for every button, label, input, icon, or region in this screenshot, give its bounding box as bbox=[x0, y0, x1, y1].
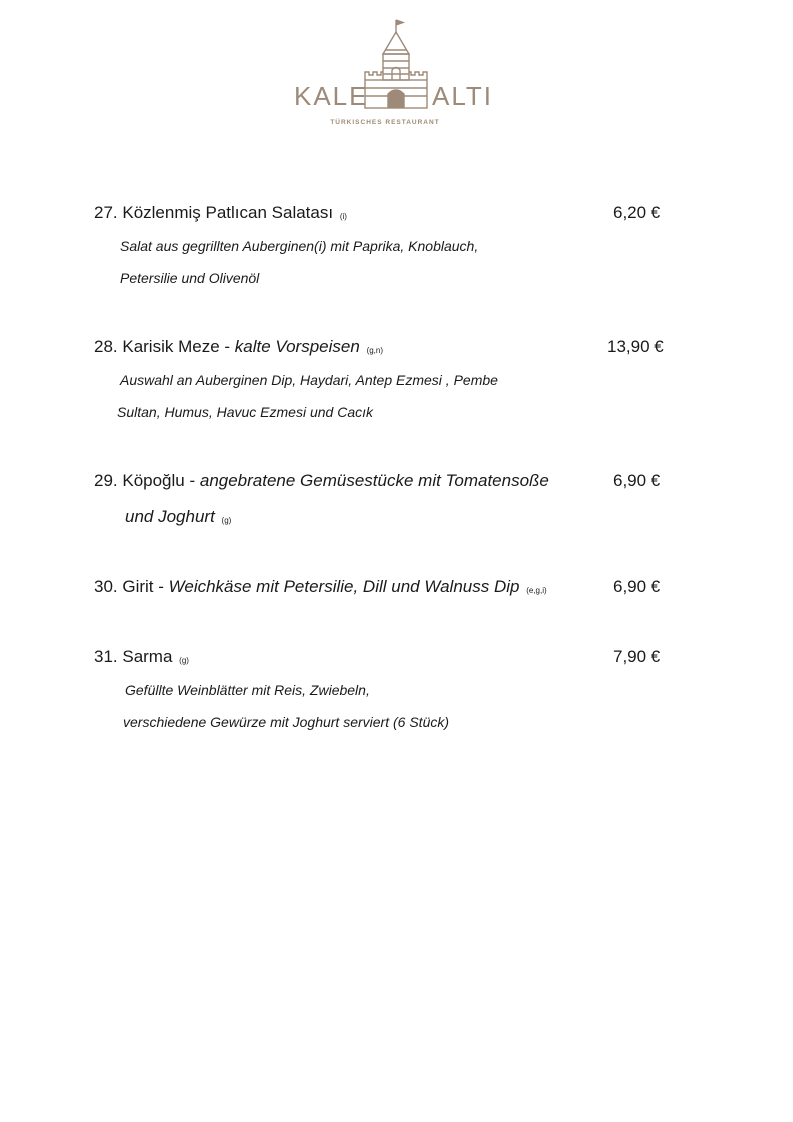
allergen-note: (i) bbox=[339, 212, 347, 221]
svg-text:TÜRKISCHES RESTAURANT: TÜRKISCHES RESTAURANT bbox=[330, 119, 440, 126]
menu-item-28-description-line1: Auswahl an Auberginen Dip, Haydari, Antep Ezmesi , Pembe bbox=[120, 372, 498, 388]
menu-item-29-title-line2: und Joghurt (g) bbox=[125, 507, 232, 526]
menu-item-27-description-line1: Salat aus gegrillten Auberginen(i) mit Paprika, Knoblauch, bbox=[120, 238, 479, 254]
svg-text:ALTI: ALTI bbox=[432, 81, 493, 111]
menu-item-28-price: 13,90 € bbox=[607, 337, 664, 356]
menu-item-31-title: 31. Sarma (g) bbox=[94, 647, 189, 666]
menu-item-27-title: 27. Közlenmiş Patlıcan Salatası (i) bbox=[94, 203, 347, 222]
menu-item-31-description-line2: verschiedene Gewürze mit Joghurt serviert (6 Stück) bbox=[123, 714, 450, 730]
menu-item-31-description-line1: Gefüllte Weinblätter mit Reis, Zwiebeln, bbox=[125, 682, 370, 698]
allergen-note: (g) bbox=[221, 516, 232, 525]
menu-item-30-title: 30. Girit - Weichkäse mit Petersilie, Dill und Walnuss Dip (e,g,i) bbox=[94, 577, 547, 596]
restaurant-logo bbox=[290, 18, 493, 130]
allergen-note: (e,g,i) bbox=[526, 586, 547, 595]
menu-item-29-price: 6,90 € bbox=[613, 471, 661, 490]
menu-item-31-price: 7,90 € bbox=[613, 647, 661, 666]
menu-item-27-description-line2: Petersilie und Olivenöl bbox=[120, 270, 260, 286]
menu-item-29-title: 29. Köpoğlu - angebratene Gemüsestücke mit Tomatensoße bbox=[94, 471, 549, 490]
svg-text:KALE: KALE bbox=[294, 81, 369, 111]
menu-item-28-title: 28. Karisik Meze - kalte Vorspeisen (g,n) bbox=[94, 337, 384, 356]
menu-item-30-price: 6,90 € bbox=[613, 577, 661, 596]
allergen-note: (g) bbox=[179, 656, 189, 665]
menu-item-28-description-line2: Sultan, Humus, Havuc Ezmesi und Cacık bbox=[117, 404, 373, 420]
allergen-note: (g,n) bbox=[366, 346, 384, 355]
menu-item-27-price: 6,20 € bbox=[613, 203, 661, 222]
